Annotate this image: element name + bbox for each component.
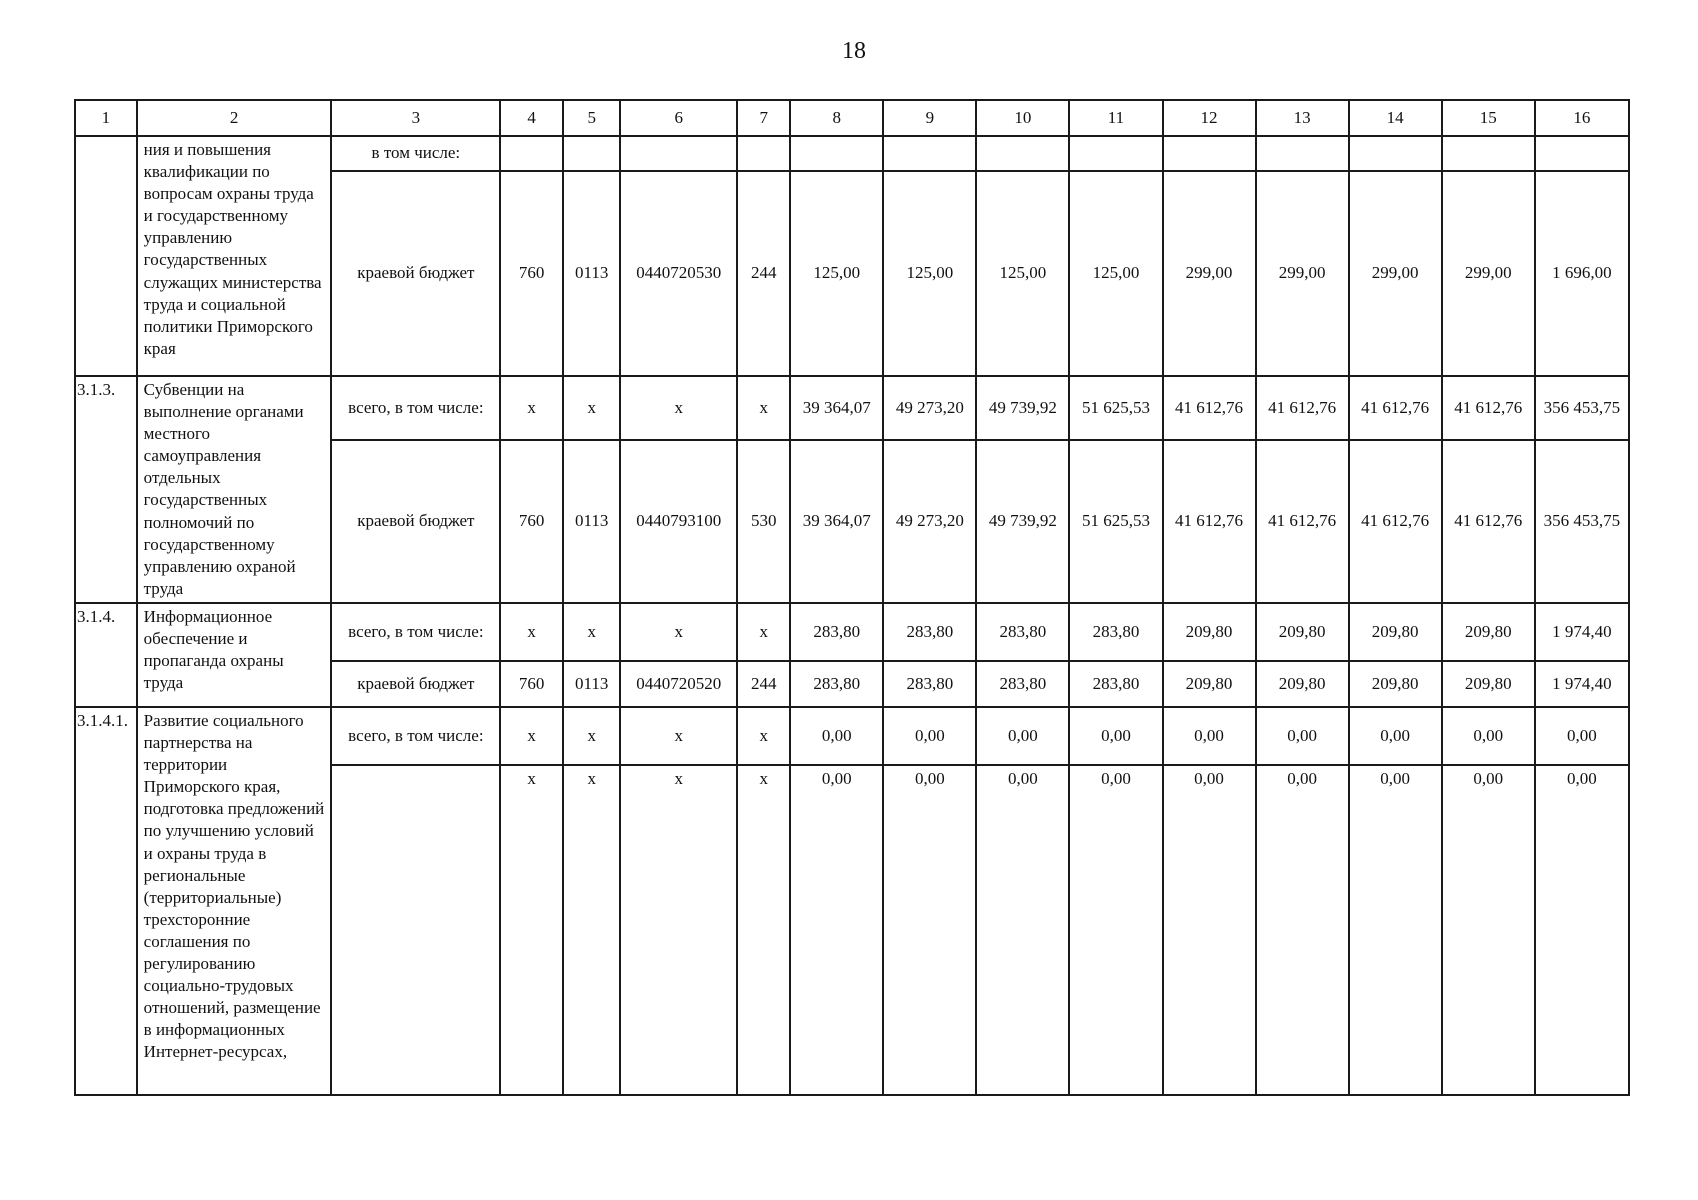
header-cell: 4 <box>500 100 563 136</box>
value-cell: 283,80 <box>976 661 1069 707</box>
header-cell: 6 <box>620 100 737 136</box>
value-cell: 41 612,76 <box>1442 440 1535 603</box>
value-cell: 125,00 <box>790 171 883 376</box>
value-cell: 41 612,76 <box>1256 440 1349 603</box>
code-cell: х <box>500 603 563 661</box>
source-label: краевой бюджет <box>331 171 500 376</box>
row-index-cell <box>75 136 137 376</box>
row-description: Информационное обеспечение и пропаганда охраны труда <box>137 603 332 707</box>
empty-cell <box>1535 136 1629 171</box>
header-cell: 1 <box>75 100 137 136</box>
empty-cell <box>1163 136 1256 171</box>
page-number: 18 <box>842 38 866 64</box>
value-cell: 0,00 <box>1256 707 1349 765</box>
empty-cell <box>1349 136 1442 171</box>
empty-cell <box>790 136 883 171</box>
value-cell: 209,80 <box>1163 603 1256 661</box>
value-cell: 1 974,40 <box>1535 661 1629 707</box>
header-cell: 2 <box>137 100 332 136</box>
code-cell: х <box>563 603 620 661</box>
empty-cell <box>883 136 976 171</box>
source-label: всего, в том числе: <box>331 707 500 765</box>
source-label: всего, в том числе: <box>331 376 500 440</box>
value-cell: 0,00 <box>1535 707 1629 765</box>
code-cell: х <box>737 765 790 1095</box>
value-cell: 283,80 <box>1069 661 1162 707</box>
code-cell: х <box>500 707 563 765</box>
value-cell: 0,00 <box>1535 765 1629 1095</box>
value-cell: 0,00 <box>1069 765 1162 1095</box>
empty-cell <box>620 136 737 171</box>
value-cell: 299,00 <box>1349 171 1442 376</box>
value-cell: 1 696,00 <box>1535 171 1629 376</box>
code-cell: 760 <box>500 661 563 707</box>
header-cell: 3 <box>331 100 500 136</box>
row-index: 3.1.4. <box>75 603 137 707</box>
code-cell: х <box>620 603 737 661</box>
value-cell: 356 453,75 <box>1535 440 1629 603</box>
header-cell: 15 <box>1442 100 1535 136</box>
code-cell: 0440720530 <box>620 171 737 376</box>
budget-table <box>74 99 1630 1096</box>
value-cell: 39 364,07 <box>790 376 883 440</box>
value-cell: 0,00 <box>1163 707 1256 765</box>
header-cell: 9 <box>883 100 976 136</box>
empty-cell <box>500 136 563 171</box>
value-cell: 209,80 <box>1442 661 1535 707</box>
source-label: краевой бюджет <box>331 440 500 603</box>
code-cell: 244 <box>737 171 790 376</box>
source-label <box>331 765 500 1095</box>
value-cell: 125,00 <box>976 171 1069 376</box>
code-cell: х <box>620 765 737 1095</box>
table-row <box>75 136 1629 171</box>
value-cell: 49 739,92 <box>976 376 1069 440</box>
value-cell: 41 612,76 <box>1256 376 1349 440</box>
empty-cell <box>1069 136 1162 171</box>
header-cell: 5 <box>563 100 620 136</box>
table-row <box>75 376 1629 440</box>
code-cell: х <box>737 376 790 440</box>
source-label: всего, в том числе: <box>331 603 500 661</box>
value-cell: 41 612,76 <box>1442 376 1535 440</box>
value-cell: 0,00 <box>1442 765 1535 1095</box>
row-description: Развитие социального партнерства на территории Приморского края, подготовка предложений по улучшению условий и охраны труда в региональные (территориальные) трехсторонние соглашения по регулированию социально-трудовых отношений, размещение в информационных Интернет-ресурсах, <box>137 707 332 1095</box>
value-cell: 125,00 <box>883 171 976 376</box>
value-cell: 49 273,20 <box>883 440 976 603</box>
value-cell: 41 612,76 <box>1349 376 1442 440</box>
value-cell: 0,00 <box>883 765 976 1095</box>
value-cell: 299,00 <box>1442 171 1535 376</box>
value-cell: 51 625,53 <box>1069 376 1162 440</box>
row-index: 3.1.3. <box>75 376 137 603</box>
value-cell: 209,80 <box>1256 661 1349 707</box>
empty-cell <box>976 136 1069 171</box>
value-cell: 1 974,40 <box>1535 603 1629 661</box>
value-cell: 0,00 <box>883 707 976 765</box>
value-cell: 0,00 <box>1256 765 1349 1095</box>
code-cell: х <box>563 707 620 765</box>
source-label: в том числе: <box>331 136 500 171</box>
value-cell: 0,00 <box>1349 765 1442 1095</box>
value-cell: 41 612,76 <box>1163 376 1256 440</box>
code-cell: х <box>737 707 790 765</box>
code-cell: х <box>563 376 620 440</box>
value-cell: 283,80 <box>790 603 883 661</box>
row-description: ния и повышения квалификации по вопросам охраны труда и государственному управлению государственных служащих министерства труда и социальной политики Приморского края <box>137 136 332 376</box>
code-cell: 0113 <box>563 171 620 376</box>
value-cell: 0,00 <box>1349 707 1442 765</box>
code-cell: 0440720520 <box>620 661 737 707</box>
code-cell: х <box>620 376 737 440</box>
value-cell: 125,00 <box>1069 171 1162 376</box>
value-cell: 283,80 <box>1069 603 1162 661</box>
value-cell: 0,00 <box>790 707 883 765</box>
value-cell: 356 453,75 <box>1535 376 1629 440</box>
header-cell: 12 <box>1163 100 1256 136</box>
header-cell: 10 <box>976 100 1069 136</box>
code-cell: 760 <box>500 440 563 603</box>
table-row <box>75 707 1629 765</box>
empty-cell <box>563 136 620 171</box>
value-cell: 299,00 <box>1163 171 1256 376</box>
table-header-row <box>75 100 1629 136</box>
value-cell: 49 739,92 <box>976 440 1069 603</box>
value-cell: 209,80 <box>1256 603 1349 661</box>
code-cell: х <box>620 707 737 765</box>
value-cell: 0,00 <box>1069 707 1162 765</box>
code-cell: 530 <box>737 440 790 603</box>
value-cell: 41 612,76 <box>1349 440 1442 603</box>
value-cell: 49 273,20 <box>883 376 976 440</box>
code-cell: х <box>500 376 563 440</box>
code-cell: 0113 <box>563 440 620 603</box>
code-cell: 0113 <box>563 661 620 707</box>
value-cell: 209,80 <box>1442 603 1535 661</box>
code-cell: х <box>737 603 790 661</box>
value-cell: 0,00 <box>1163 765 1256 1095</box>
code-cell: х <box>563 765 620 1095</box>
row-description: Субвенции на выполнение органами местного самоуправления отдельных государственных полномочий по государственному управлению охраной труда <box>137 376 332 603</box>
value-cell: 299,00 <box>1256 171 1349 376</box>
code-cell: 760 <box>500 171 563 376</box>
value-cell: 283,80 <box>883 661 976 707</box>
value-cell: 0,00 <box>790 765 883 1095</box>
row-index: 3.1.4.1. <box>75 707 137 1095</box>
empty-cell <box>1256 136 1349 171</box>
empty-cell <box>737 136 790 171</box>
header-cell: 8 <box>790 100 883 136</box>
value-cell: 51 625,53 <box>1069 440 1162 603</box>
header-cell: 16 <box>1535 100 1629 136</box>
value-cell: 283,80 <box>883 603 976 661</box>
code-cell: 0440793100 <box>620 440 737 603</box>
value-cell: 0,00 <box>976 707 1069 765</box>
value-cell: 209,80 <box>1349 661 1442 707</box>
value-cell: 209,80 <box>1349 603 1442 661</box>
value-cell: 283,80 <box>976 603 1069 661</box>
header-cell: 11 <box>1069 100 1162 136</box>
code-cell: х <box>500 765 563 1095</box>
value-cell: 209,80 <box>1163 661 1256 707</box>
value-cell: 0,00 <box>976 765 1069 1095</box>
table-row <box>75 603 1629 661</box>
header-cell: 13 <box>1256 100 1349 136</box>
code-cell: 244 <box>737 661 790 707</box>
header-cell: 7 <box>737 100 790 136</box>
empty-cell <box>1442 136 1535 171</box>
value-cell: 0,00 <box>1442 707 1535 765</box>
value-cell: 41 612,76 <box>1163 440 1256 603</box>
header-cell: 14 <box>1349 100 1442 136</box>
value-cell: 39 364,07 <box>790 440 883 603</box>
value-cell: 283,80 <box>790 661 883 707</box>
source-label: краевой бюджет <box>331 661 500 707</box>
